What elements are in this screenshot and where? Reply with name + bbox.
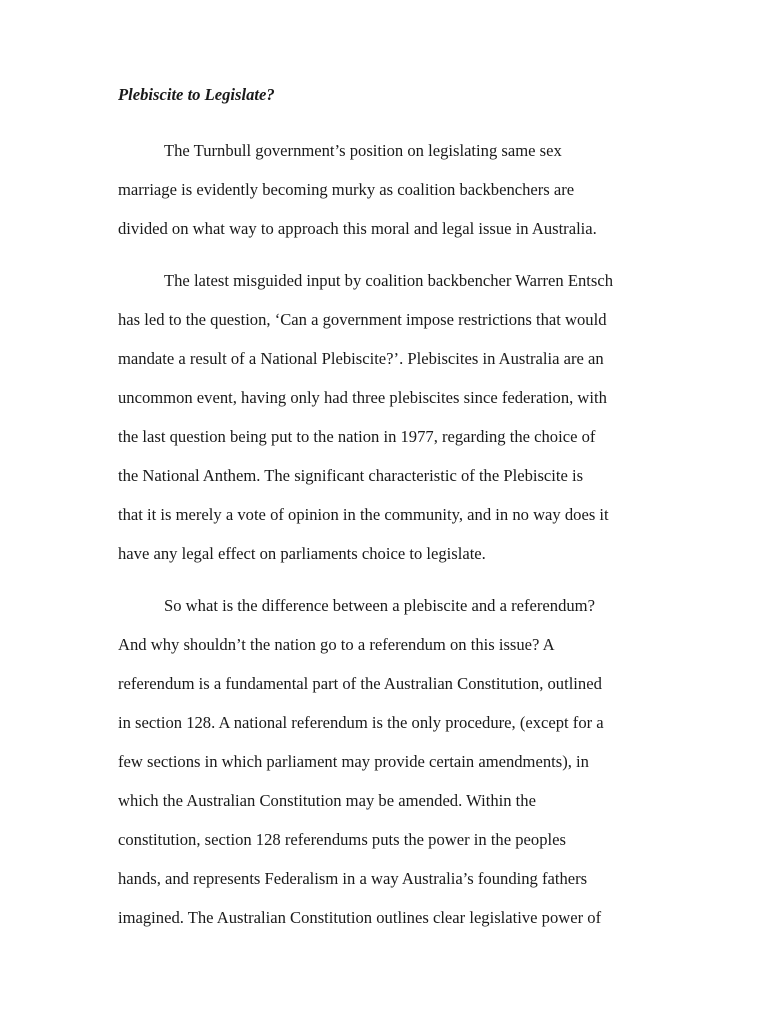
paragraph-line: which the Australian Constitution may be amended. Within the xyxy=(118,791,536,810)
paragraph-line: the National Anthem. The significant characteristic of the Plebiscite is xyxy=(118,466,584,485)
paragraph-1 xyxy=(118,131,650,248)
paragraph-2 xyxy=(118,261,650,573)
paragraph-line: The latest misguided input by coalition backbencher Warren Entsch xyxy=(164,271,614,290)
document-title: Plebiscite to Legislate? xyxy=(118,85,275,104)
paragraph-line: few sections in which parliament may provide certain amendments), in xyxy=(118,752,589,771)
paragraph-line: The Turnbull government’s position on legislating same sex xyxy=(164,141,562,160)
paragraph-line: referendum is a fundamental part of the Australian Constitution, outlined xyxy=(118,674,602,693)
paragraph-line: uncommon event, having only had three plebiscites since federation, with xyxy=(118,388,607,407)
paragraph-3 xyxy=(118,586,650,937)
paragraph-line: imagined. The Australian Constitution outlines clear legislative power of xyxy=(118,908,602,927)
paragraph-line: And why shouldn’t the nation go to a referendum on this issue? A xyxy=(118,635,555,654)
paragraph-line: the last question being put to the nation in 1977, regarding the choice of xyxy=(118,427,596,446)
paragraph-line: divided on what way to approach this moral and legal issue in Australia. xyxy=(118,219,597,238)
paragraph-line: mandate a result of a National Plebiscite?’. Plebiscites in Australia are an xyxy=(118,349,604,368)
paragraph-line: in section 128. A national referendum is the only procedure, (except for a xyxy=(118,713,604,732)
paragraph-line: marriage is evidently becoming murky as coalition backbenchers are xyxy=(118,180,575,199)
paragraph-line: So what is the difference between a plebiscite and a referendum? xyxy=(164,596,595,615)
paragraph-line: that it is merely a vote of opinion in the community, and in no way does it xyxy=(118,505,609,524)
paragraph-line: constitution, section 128 referendums puts the power in the peoples xyxy=(118,830,566,849)
paragraph-line: has led to the question, ‘Can a government impose restrictions that would xyxy=(118,310,607,329)
paragraph-line: have any legal effect on parliaments choice to legislate. xyxy=(118,544,486,563)
paragraph-line: hands, and represents Federalism in a way Australia’s founding fathers xyxy=(118,869,588,888)
